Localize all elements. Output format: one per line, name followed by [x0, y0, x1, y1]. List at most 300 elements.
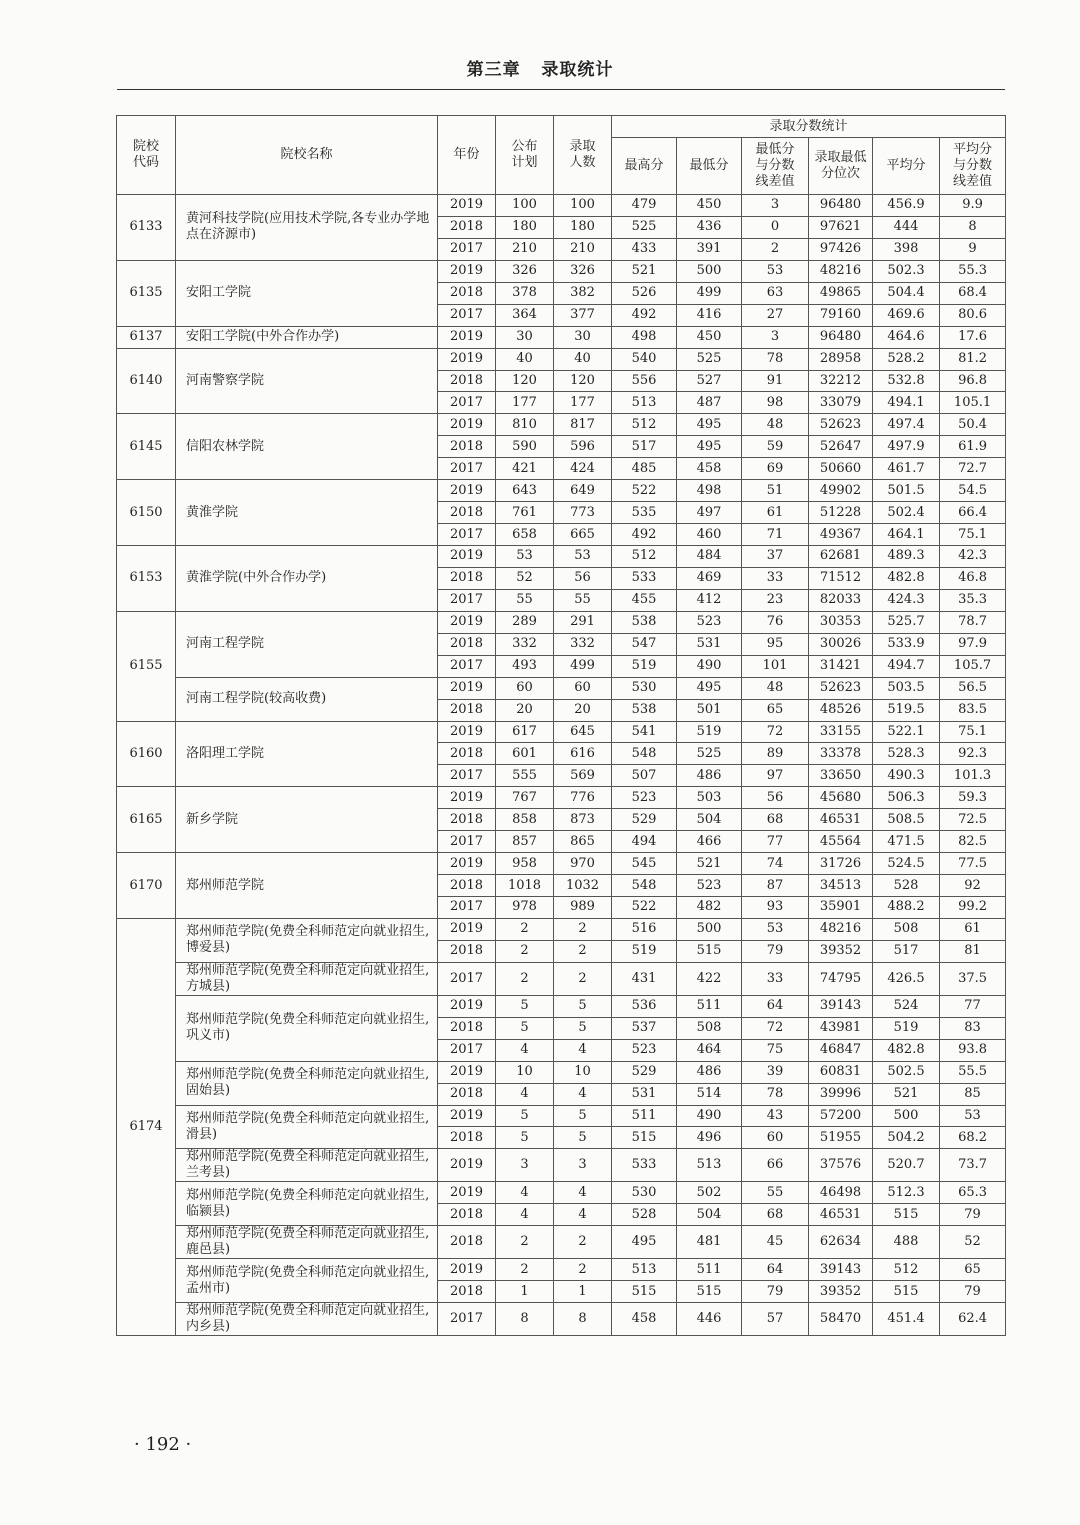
- institution-code-cell: 6140: [117, 348, 176, 414]
- avg-diff-cell: 37.5: [940, 962, 1006, 995]
- avg-diff-cell: 77: [940, 995, 1006, 1017]
- year-cell: 2017: [438, 238, 496, 260]
- avg-diff-cell: 82.5: [940, 831, 1006, 853]
- col-header-year: 年份: [438, 116, 496, 195]
- plan-cell: 4: [496, 1182, 554, 1204]
- min-diff-cell: 56: [742, 787, 809, 809]
- plan-cell: 5: [496, 995, 554, 1017]
- min-rank-cell: 37576: [809, 1149, 873, 1182]
- max-cell: 498: [612, 326, 677, 348]
- max-cell: 533: [612, 1149, 677, 1182]
- table-row: [117, 918, 1006, 940]
- year-cell: 2019: [438, 1182, 496, 1204]
- min-diff-cell: 51: [742, 480, 809, 502]
- year-cell: 2017: [438, 962, 496, 995]
- avg-cell: 504.2: [873, 1127, 940, 1149]
- min-diff-cell: 57: [742, 1303, 809, 1336]
- max-cell: 548: [612, 743, 677, 765]
- avg-cell: 464.1: [873, 524, 940, 546]
- year-cell: 2017: [438, 458, 496, 480]
- max-cell: 545: [612, 853, 677, 875]
- plan-cell: 5: [496, 1127, 554, 1149]
- admission-table: [116, 115, 1006, 1336]
- min-cell: 511: [677, 995, 742, 1017]
- avg-cell: 501.5: [873, 480, 940, 502]
- admitted-cell: 210: [554, 238, 612, 260]
- page-header: [0, 55, 1080, 80]
- year-cell: 2018: [438, 875, 496, 897]
- avg-cell: 426.5: [873, 962, 940, 995]
- max-cell: 541: [612, 721, 677, 743]
- avg-diff-cell: 81.2: [940, 348, 1006, 370]
- max-cell: 507: [612, 765, 677, 787]
- min-rank-cell: 46498: [809, 1182, 873, 1204]
- min-rank-cell: 39352: [809, 940, 873, 962]
- year-cell: 2018: [438, 502, 496, 524]
- avg-diff-cell: 72.7: [940, 458, 1006, 480]
- plan-cell: 378: [496, 282, 554, 304]
- institution-name-cell: 洛阳理工学院: [176, 721, 438, 787]
- min-diff-cell: 101: [742, 655, 809, 677]
- header-rule: [117, 89, 1005, 90]
- table-row: [117, 853, 1006, 875]
- admitted-cell: 596: [554, 436, 612, 458]
- min-rank-cell: 49865: [809, 282, 873, 304]
- min-rank-cell: 49367: [809, 524, 873, 546]
- admitted-cell: 53: [554, 546, 612, 568]
- avg-diff-cell: 101.3: [940, 765, 1006, 787]
- table-row: [117, 787, 1006, 809]
- year-cell: 2018: [438, 809, 496, 831]
- min-diff-cell: 63: [742, 282, 809, 304]
- max-cell: 556: [612, 370, 677, 392]
- min-diff-cell: 33: [742, 962, 809, 995]
- max-cell: 455: [612, 589, 677, 611]
- admitted-cell: 5: [554, 1127, 612, 1149]
- plan-cell: 52: [496, 567, 554, 589]
- max-cell: 538: [612, 699, 677, 721]
- min-rank-cell: 39143: [809, 995, 873, 1017]
- min-cell: 450: [677, 195, 742, 217]
- plan-cell: 421: [496, 458, 554, 480]
- avg-cell: 519: [873, 1017, 940, 1039]
- min-cell: 523: [677, 875, 742, 897]
- table-row: [117, 195, 1006, 217]
- avg-cell: 524: [873, 995, 940, 1017]
- avg-cell: 456.9: [873, 195, 940, 217]
- table-row: [117, 1226, 1006, 1259]
- admitted-cell: 4: [554, 1204, 612, 1226]
- institution-name-cell: 郑州师范学院(免费全科师范定向就业招生,孟州市): [176, 1259, 438, 1303]
- plan-cell: 2: [496, 962, 554, 995]
- avg-cell: 469.6: [873, 304, 940, 326]
- institution-name-cell: 郑州师范学院(免费全科师范定向就业招生,方城县): [176, 962, 438, 995]
- avg-diff-cell: 75.1: [940, 524, 1006, 546]
- min-cell: 504: [677, 809, 742, 831]
- table-row: [117, 1182, 1006, 1204]
- col-header-avg: 平均分: [873, 138, 940, 195]
- admitted-cell: 2: [554, 940, 612, 962]
- year-cell: 2018: [438, 436, 496, 458]
- table-row: [117, 414, 1006, 436]
- avg-cell: 528: [873, 875, 940, 897]
- admitted-cell: 8: [554, 1303, 612, 1336]
- year-cell: 2017: [438, 765, 496, 787]
- avg-diff-cell: 105.1: [940, 392, 1006, 414]
- max-cell: 511: [612, 1105, 677, 1127]
- plan-cell: 3: [496, 1149, 554, 1182]
- min-cell: 484: [677, 546, 742, 568]
- max-cell: 512: [612, 414, 677, 436]
- avg-cell: 444: [873, 216, 940, 238]
- year-cell: 2017: [438, 304, 496, 326]
- plan-cell: 617: [496, 721, 554, 743]
- institution-code-cell: 6170: [117, 853, 176, 919]
- institution-code-cell: 6165: [117, 787, 176, 853]
- table-row: [117, 260, 1006, 282]
- year-cell: 2019: [438, 918, 496, 940]
- plan-cell: 326: [496, 260, 554, 282]
- min-cell: 511: [677, 1259, 742, 1281]
- institution-code-cell: 6150: [117, 480, 176, 546]
- col-header-code: 院校 代码: [117, 116, 176, 195]
- min-cell: 515: [677, 940, 742, 962]
- avg-diff-cell: 73.7: [940, 1149, 1006, 1182]
- min-cell: 490: [677, 655, 742, 677]
- admitted-cell: 40: [554, 348, 612, 370]
- min-diff-cell: 91: [742, 370, 809, 392]
- admitted-cell: 776: [554, 787, 612, 809]
- year-cell: 2018: [438, 1083, 496, 1105]
- avg-diff-cell: 59.3: [940, 787, 1006, 809]
- avg-diff-cell: 68.4: [940, 282, 1006, 304]
- plan-cell: 5: [496, 1017, 554, 1039]
- year-cell: 2017: [438, 655, 496, 677]
- plan-cell: 4: [496, 1083, 554, 1105]
- min-cell: 486: [677, 765, 742, 787]
- year-cell: 2019: [438, 677, 496, 699]
- max-cell: 517: [612, 436, 677, 458]
- institution-name-cell: 郑州师范学院(免费全科师范定向就业招生,巩义市): [176, 995, 438, 1061]
- admitted-cell: 649: [554, 480, 612, 502]
- min-cell: 495: [677, 436, 742, 458]
- min-rank-cell: 32212: [809, 370, 873, 392]
- admitted-cell: 569: [554, 765, 612, 787]
- avg-diff-cell: 72.5: [940, 809, 1006, 831]
- max-cell: 537: [612, 1017, 677, 1039]
- max-cell: 526: [612, 282, 677, 304]
- plan-cell: 40: [496, 348, 554, 370]
- year-cell: 2017: [438, 589, 496, 611]
- admitted-cell: 100: [554, 195, 612, 217]
- institution-name-cell: 郑州师范学院(免费全科师范定向就业招生,博爱县): [176, 918, 438, 962]
- avg-cell: 497.9: [873, 436, 940, 458]
- min-cell: 482: [677, 897, 742, 919]
- avg-diff-cell: 96.8: [940, 370, 1006, 392]
- year-cell: 2017: [438, 1303, 496, 1336]
- table-row: [117, 480, 1006, 502]
- avg-diff-cell: 17.6: [940, 326, 1006, 348]
- min-cell: 464: [677, 1039, 742, 1061]
- institution-name-cell: 河南工程学院: [176, 611, 438, 677]
- min-cell: 497: [677, 502, 742, 524]
- year-cell: 2017: [438, 392, 496, 414]
- admitted-cell: 4: [554, 1039, 612, 1061]
- year-cell: 2019: [438, 260, 496, 282]
- min-diff-cell: 48: [742, 677, 809, 699]
- min-cell: 502: [677, 1182, 742, 1204]
- max-cell: 523: [612, 787, 677, 809]
- avg-diff-cell: 92.3: [940, 743, 1006, 765]
- max-cell: 519: [612, 940, 677, 962]
- year-cell: 2017: [438, 1039, 496, 1061]
- plan-cell: 767: [496, 787, 554, 809]
- max-cell: 485: [612, 458, 677, 480]
- avg-diff-cell: 75.1: [940, 721, 1006, 743]
- min-diff-cell: 65: [742, 699, 809, 721]
- min-diff-cell: 60: [742, 1127, 809, 1149]
- avg-cell: 522.1: [873, 721, 940, 743]
- admitted-cell: 817: [554, 414, 612, 436]
- admitted-cell: 665: [554, 524, 612, 546]
- avg-diff-cell: 9.9: [940, 195, 1006, 217]
- min-cell: 508: [677, 1017, 742, 1039]
- plan-cell: 55: [496, 589, 554, 611]
- admitted-cell: 326: [554, 260, 612, 282]
- year-cell: 2019: [438, 195, 496, 217]
- plan-cell: 60: [496, 677, 554, 699]
- max-cell: 523: [612, 1039, 677, 1061]
- admitted-cell: 773: [554, 502, 612, 524]
- min-cell: 412: [677, 589, 742, 611]
- avg-cell: 508.5: [873, 809, 940, 831]
- admitted-cell: 499: [554, 655, 612, 677]
- plan-cell: 978: [496, 897, 554, 919]
- min-rank-cell: 62681: [809, 546, 873, 568]
- institution-name-cell: 河南警察学院: [176, 348, 438, 414]
- plan-cell: 590: [496, 436, 554, 458]
- min-diff-cell: 3: [742, 326, 809, 348]
- avg-diff-cell: 68.2: [940, 1127, 1006, 1149]
- min-cell: 486: [677, 1061, 742, 1083]
- max-cell: 521: [612, 260, 677, 282]
- avg-cell: 490.3: [873, 765, 940, 787]
- plan-cell: 30: [496, 326, 554, 348]
- min-cell: 525: [677, 743, 742, 765]
- table-row: [117, 721, 1006, 743]
- avg-diff-cell: 42.3: [940, 546, 1006, 568]
- avg-cell: 512.3: [873, 1182, 940, 1204]
- max-cell: 529: [612, 1061, 677, 1083]
- table-row: [117, 1303, 1006, 1336]
- avg-cell: 503.5: [873, 677, 940, 699]
- avg-diff-cell: 77.5: [940, 853, 1006, 875]
- year-cell: 2019: [438, 414, 496, 436]
- admitted-cell: 989: [554, 897, 612, 919]
- max-cell: 547: [612, 633, 677, 655]
- year-cell: 2018: [438, 1281, 496, 1303]
- institution-code-cell: 6135: [117, 260, 176, 326]
- table-row: [117, 546, 1006, 568]
- plan-cell: 2: [496, 940, 554, 962]
- min-diff-cell: 71: [742, 524, 809, 546]
- plan-cell: 4: [496, 1204, 554, 1226]
- admitted-cell: 377: [554, 304, 612, 326]
- avg-cell: 515: [873, 1204, 940, 1226]
- year-cell: 2018: [438, 567, 496, 589]
- avg-diff-cell: 79: [940, 1204, 1006, 1226]
- plan-cell: 332: [496, 633, 554, 655]
- min-rank-cell: 49902: [809, 480, 873, 502]
- min-rank-cell: 30026: [809, 633, 873, 655]
- plan-cell: 858: [496, 809, 554, 831]
- table-row: [117, 995, 1006, 1017]
- min-diff-cell: 39: [742, 1061, 809, 1083]
- admitted-cell: 865: [554, 831, 612, 853]
- min-cell: 481: [677, 1226, 742, 1259]
- min-diff-cell: 43: [742, 1105, 809, 1127]
- min-rank-cell: 96480: [809, 195, 873, 217]
- admitted-cell: 177: [554, 392, 612, 414]
- table-row: [117, 326, 1006, 348]
- plan-cell: 1018: [496, 875, 554, 897]
- min-cell: 500: [677, 260, 742, 282]
- admitted-cell: 5: [554, 1017, 612, 1039]
- avg-cell: 524.5: [873, 853, 940, 875]
- max-cell: 433: [612, 238, 677, 260]
- min-diff-cell: 53: [742, 918, 809, 940]
- min-rank-cell: 60831: [809, 1061, 873, 1083]
- avg-cell: 502.3: [873, 260, 940, 282]
- admitted-cell: 56: [554, 567, 612, 589]
- plan-cell: 5: [496, 1105, 554, 1127]
- avg-cell: 488: [873, 1226, 940, 1259]
- admitted-cell: 424: [554, 458, 612, 480]
- avg-diff-cell: 83.5: [940, 699, 1006, 721]
- max-cell: 495: [612, 1226, 677, 1259]
- year-cell: 2019: [438, 1105, 496, 1127]
- admitted-cell: 10: [554, 1061, 612, 1083]
- admitted-cell: 5: [554, 995, 612, 1017]
- min-rank-cell: 52623: [809, 414, 873, 436]
- year-cell: 2019: [438, 853, 496, 875]
- min-rank-cell: 51955: [809, 1127, 873, 1149]
- plan-cell: 761: [496, 502, 554, 524]
- min-rank-cell: 58470: [809, 1303, 873, 1336]
- admitted-cell: 60: [554, 677, 612, 699]
- min-diff-cell: 0: [742, 216, 809, 238]
- admitted-cell: 20: [554, 699, 612, 721]
- plan-cell: 100: [496, 195, 554, 217]
- min-diff-cell: 37: [742, 546, 809, 568]
- max-cell: 531: [612, 1083, 677, 1105]
- institution-name-cell: 黄淮学院(中外合作办学): [176, 546, 438, 612]
- admitted-cell: 5: [554, 1105, 612, 1127]
- plan-cell: 180: [496, 216, 554, 238]
- plan-cell: 2: [496, 1226, 554, 1259]
- plan-cell: 177: [496, 392, 554, 414]
- plan-cell: 857: [496, 831, 554, 853]
- min-cell: 525: [677, 348, 742, 370]
- year-cell: 2018: [438, 1204, 496, 1226]
- min-rank-cell: 97621: [809, 216, 873, 238]
- year-cell: 2018: [438, 1226, 496, 1259]
- plan-cell: 493: [496, 655, 554, 677]
- avg-diff-cell: 56.5: [940, 677, 1006, 699]
- avg-diff-cell: 55.5: [940, 1061, 1006, 1083]
- min-rank-cell: 46847: [809, 1039, 873, 1061]
- admitted-cell: 291: [554, 611, 612, 633]
- avg-cell: 497.4: [873, 414, 940, 436]
- table-row: [117, 962, 1006, 995]
- col-header-min-rank: 录取最低 分位次: [809, 138, 873, 195]
- avg-diff-cell: 66.4: [940, 502, 1006, 524]
- max-cell: 535: [612, 502, 677, 524]
- max-cell: 530: [612, 1182, 677, 1204]
- min-diff-cell: 75: [742, 1039, 809, 1061]
- min-diff-cell: 2: [742, 238, 809, 260]
- admitted-cell: 873: [554, 809, 612, 831]
- table-row: [117, 677, 1006, 699]
- min-diff-cell: 72: [742, 1017, 809, 1039]
- avg-diff-cell: 83: [940, 1017, 1006, 1039]
- min-cell: 527: [677, 370, 742, 392]
- year-cell: 2018: [438, 216, 496, 238]
- min-rank-cell: 33650: [809, 765, 873, 787]
- year-cell: 2019: [438, 1149, 496, 1182]
- avg-cell: 517: [873, 940, 940, 962]
- institution-code-cell: 6137: [117, 326, 176, 348]
- max-cell: 548: [612, 875, 677, 897]
- max-cell: 522: [612, 480, 677, 502]
- plan-cell: 958: [496, 853, 554, 875]
- plan-cell: 20: [496, 699, 554, 721]
- min-diff-cell: 95: [742, 633, 809, 655]
- plan-cell: 53: [496, 546, 554, 568]
- avg-cell: 525.7: [873, 611, 940, 633]
- min-rank-cell: 31421: [809, 655, 873, 677]
- min-rank-cell: 79160: [809, 304, 873, 326]
- avg-diff-cell: 61.9: [940, 436, 1006, 458]
- plan-cell: 10: [496, 1061, 554, 1083]
- max-cell: 530: [612, 677, 677, 699]
- avg-diff-cell: 93.8: [940, 1039, 1006, 1061]
- institution-code-cell: 6133: [117, 195, 176, 261]
- avg-cell: 502.5: [873, 1061, 940, 1083]
- min-diff-cell: 66: [742, 1149, 809, 1182]
- table-row: [117, 1149, 1006, 1182]
- avg-cell: 461.7: [873, 458, 940, 480]
- avg-diff-cell: 81: [940, 940, 1006, 962]
- institution-code-cell: 6174: [117, 918, 176, 1335]
- plan-cell: 810: [496, 414, 554, 436]
- min-cell: 513: [677, 1149, 742, 1182]
- min-rank-cell: 52623: [809, 677, 873, 699]
- min-cell: 519: [677, 721, 742, 743]
- col-header-avg-diff: 平均分 与分数 线差值: [940, 138, 1006, 195]
- min-diff-cell: 78: [742, 348, 809, 370]
- max-cell: 540: [612, 348, 677, 370]
- avg-cell: 521: [873, 1083, 940, 1105]
- admitted-cell: 616: [554, 743, 612, 765]
- min-diff-cell: 78: [742, 1083, 809, 1105]
- max-cell: 525: [612, 216, 677, 238]
- avg-diff-cell: 99.2: [940, 897, 1006, 919]
- min-rank-cell: 30353: [809, 611, 873, 633]
- avg-cell: 494.1: [873, 392, 940, 414]
- min-rank-cell: 50660: [809, 458, 873, 480]
- min-cell: 458: [677, 458, 742, 480]
